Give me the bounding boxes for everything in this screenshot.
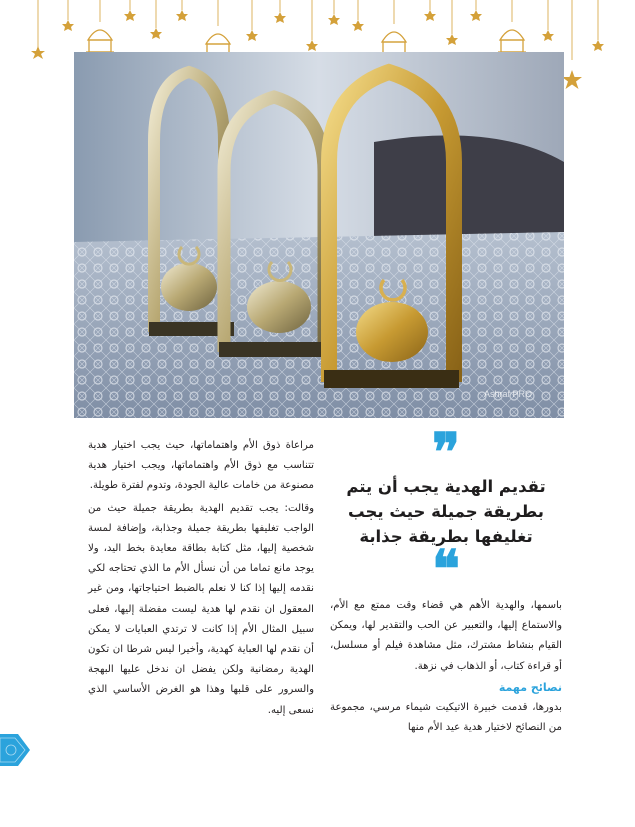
right-text-column <box>330 596 562 738</box>
open-quote-icon: ❞ <box>432 422 460 483</box>
three-golden-ramadan-lanterns-photo <box>74 52 564 418</box>
left-paragraph-2: وقالت: يجب تقديم الهدية بطريقة جميلة حيث من الواجب تغليفها بطريقة جميلة وجذابة، وإضافة لمسة شخصية إليها، مثل كتابة بطاقة معايدة بخط اليد، ولا يوجد مانع تماما من أن نسأل الأم ما الذي تحتاجه لكي نقدمه إليها إذا كنا لا نعلم بالضبط احتياجاتها، ومن غير المعقول ان نقدم لها هدية ليست مفضلة إليها، فعلى سبيل المثال الأم إذا كانت لا ترتدي العبايات لا يمكن أن نقدم لها العباية كهدية، وأخيرا ليس شرطا ان تكون الهدية رمضانية ولكن يفضل ان ندخل عليها البهجة والسرور على قلبها وهذا هو الغرض الأساسي الذي نسعى إليه. <box>88 502 314 716</box>
right-paragraph-2: بدورها، قدمت خبيرة الاتيكيت شيماء مرسي، مجموعة من النصائح لاختيار هدية عيد الأم منها <box>330 701 562 734</box>
hanging-lanterns-and-stars-icon <box>0 0 635 60</box>
left-text-column <box>88 436 314 723</box>
close-quote-icon: ❝ <box>432 539 460 600</box>
left-paragraph-1: مراعاة ذوق الأم واهتماماتها، حيث يجب اختيار هدية تتناسب مع ذوق الأم واهتماماتها، ويجب اختيار هدية مصنوعة من خامات عالية الجودة، وتدوم لفترة طويلة. <box>88 440 314 492</box>
photo-watermark: Ashraf PRO <box>484 389 533 399</box>
blue-star-tab-icon <box>0 734 30 766</box>
right-paragraph-1: باسمها، والهدية الأهم هي قضاء وقت ممتع مع الأم، والاستماع إليها، والتعبير عن الحب والتقدير لها، ويمكن القيام بنشاط مشترك، مثل مشاهدة فيلم أو مسلسل، أو قراءة كتاب، أو الذهاب في نزهة. <box>330 600 562 672</box>
article-photo <box>74 52 564 418</box>
pull-quote-text: تقديم الهدية يجب أن يتم بطريقة جميلة حيث يجب تغليفها بطريقة جذابة <box>346 477 546 546</box>
subheading: نصائح مهمة <box>498 680 562 694</box>
pull-quote <box>330 422 562 600</box>
